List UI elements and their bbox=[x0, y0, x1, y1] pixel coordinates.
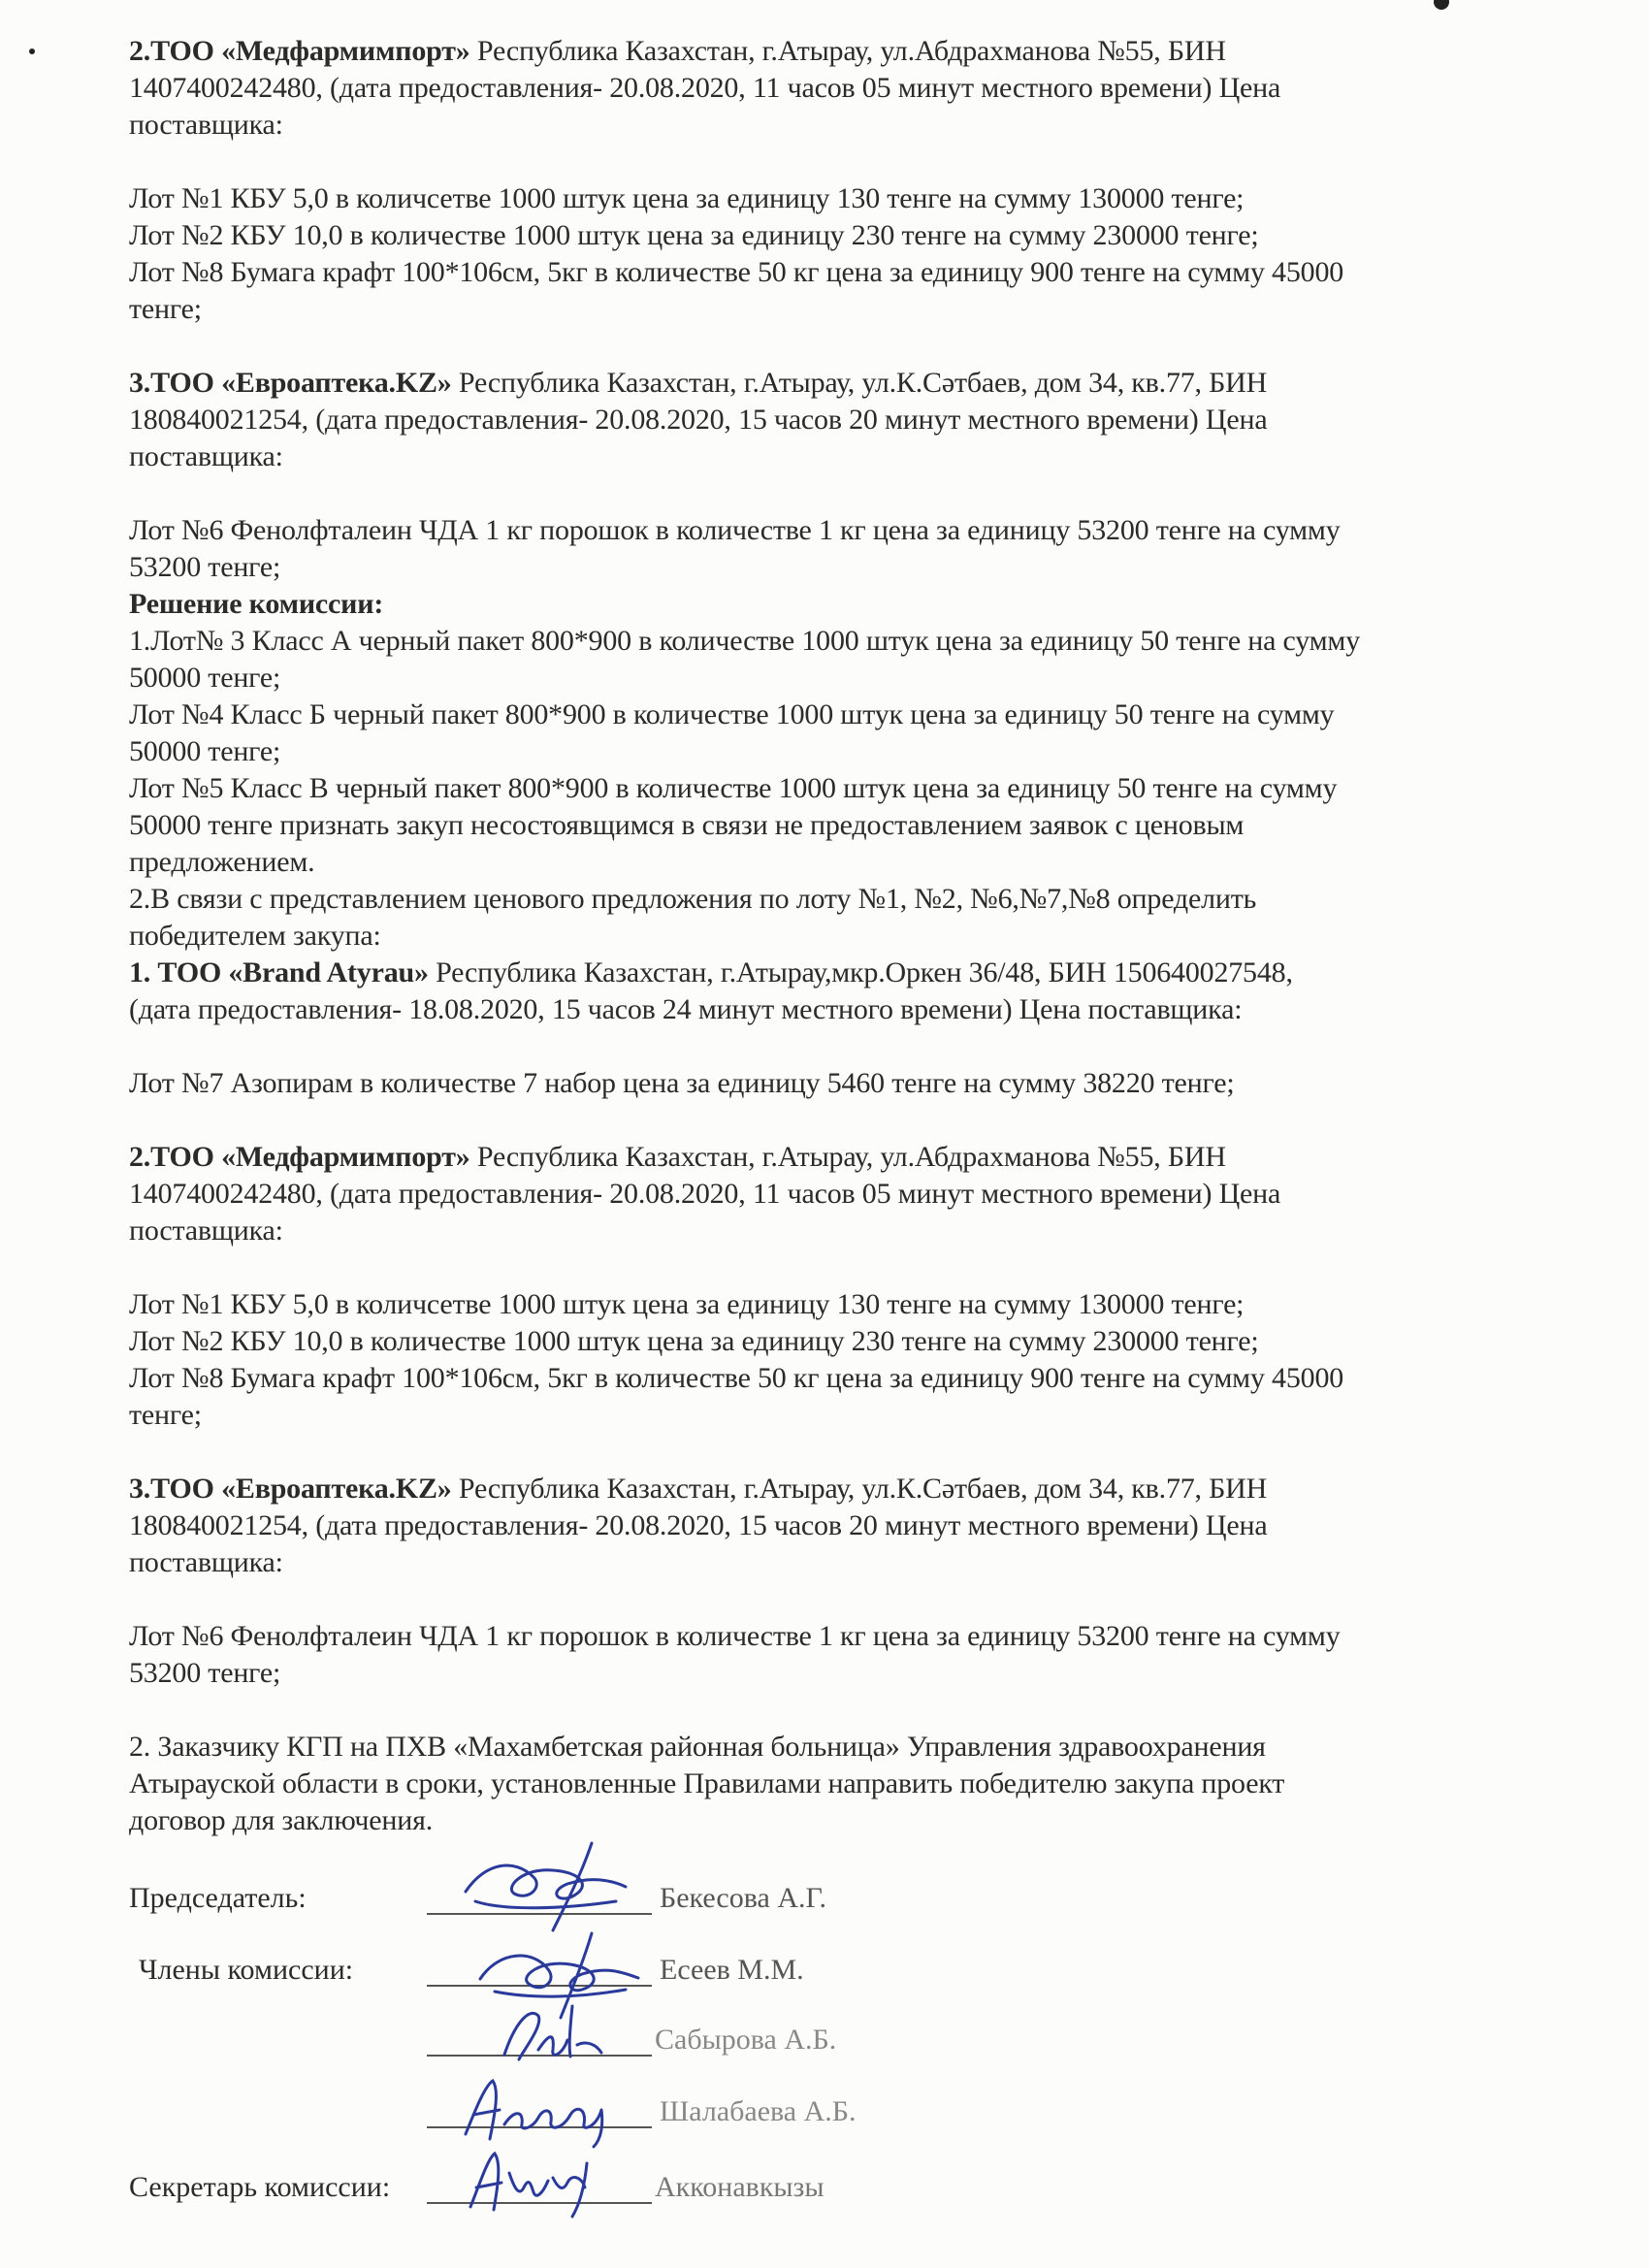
secretary-name: Акконавкызы bbox=[655, 2171, 824, 2203]
winner-evroapteka-name: 3.ТОО «Евроаптека.KZ» bbox=[129, 1473, 452, 1505]
winner-evroapteka-price-label: поставщика: bbox=[129, 1546, 283, 1578]
decision-line: 2.В связи с представлением ценового предложения по лоту №1, №2, №6,№7,№8 определить bbox=[129, 883, 1257, 915]
supplier-medfarm-name: 2.ТОО «Медфармимпорт» bbox=[129, 35, 470, 67]
chairman-name: Бекесова А.Г. bbox=[660, 1882, 826, 1914]
decision-line: 50000 тенге; bbox=[129, 735, 281, 767]
supplier-medfarm-details: 1407400242480, (дата предоставления- 20.08.2020, 11 часов 05 минут местного времени) Цена bbox=[129, 72, 1281, 104]
winner-lot-6-line-cont: 53200 тенге; bbox=[129, 1657, 281, 1689]
secretary-label: Секретарь комиссии: bbox=[129, 2171, 391, 2203]
winner-lot-6-line: Лот №6 Фенолфталеин ЧДА 1 кг порошок в количестве 1 кг цена за единицу 53200 тенге на сумму bbox=[129, 1620, 1341, 1652]
winner-lot-1-line: Лот №1 КБУ 5,0 в количсетве 1000 штук цена за единицу 130 тенге на сумму 130000 тенге; bbox=[129, 1288, 1245, 1320]
decision-line: победителем закупа: bbox=[129, 920, 381, 952]
winner-brand-details: (дата предоставления- 18.08.2020, 15 часов 24 минут местного времени) Цена поставщика: bbox=[129, 993, 1243, 1025]
members-label: Члены комиссии: bbox=[139, 1954, 354, 1986]
lot-6-line: Лот №6 Фенолфталеин ЧДА 1 кг порошок в количестве 1 кг цена за единицу 53200 тенге на сумму bbox=[129, 514, 1341, 546]
winner-evroapteka-address: Республика Казахстан, г.Атырау, ул.К.Сәтбаев, дом 34, кв.77, БИН bbox=[458, 1473, 1268, 1505]
final-clause-line: 2. Заказчику КГП на ПХВ «Махамбетская районная больница» Управления здравоохранения bbox=[129, 1731, 1266, 1763]
lot-2-line: Лот №2 КБУ 10,0 в количестве 1000 штук цена за единицу 230 тенге на сумму 230000 тенге; bbox=[129, 219, 1259, 251]
scan-corner-mark bbox=[1434, 0, 1449, 10]
supplier-medfarm-header bbox=[129, 33, 1226, 70]
decision-line: 50000 тенге; bbox=[129, 662, 281, 694]
supplier-evroapteka-price-label: поставщика: bbox=[129, 440, 283, 472]
lot-8-line: Лот №8 Бумага крафт 100*106см, 5кг в количестве 50 кг цена за единицу 900 тенге на сумму 45000 bbox=[129, 256, 1344, 288]
winner-medfarm-name: 2.ТОО «Медфармимпорт» bbox=[129, 1141, 470, 1173]
member3-name: Шалабаева А.Б. bbox=[660, 2095, 857, 2127]
decision-title: Решение комиссии: bbox=[129, 588, 384, 620]
decision-line: предложением. bbox=[129, 846, 315, 878]
winner-brand-header bbox=[129, 955, 1293, 991]
final-clause-line: договор для заключения. bbox=[129, 1804, 434, 1836]
supplier-evroapteka-name: 3.ТОО «Евроаптека.KZ» bbox=[129, 367, 452, 399]
decision-line: 50000 тенге признать закуп несостоявщимся в связи не предоставлением заявок с ценовым bbox=[129, 809, 1245, 841]
winner-evroapteka-header bbox=[129, 1471, 1267, 1507]
winner-lot-2-line: Лот №2 КБУ 10,0 в количестве 1000 штук цена за единицу 230 тенге на сумму 230000 тенге; bbox=[129, 1325, 1259, 1357]
chairman-label: Председатель: bbox=[129, 1882, 307, 1914]
winner-lot-8-line-cont: тенге; bbox=[129, 1399, 202, 1431]
winner-medfarm-address: Республика Казахстан, г.Атырау, ул.Абдрахманова №55, БИН bbox=[476, 1141, 1226, 1173]
decision-line: 1.Лот№ 3 Класс А черный пакет 800*900 в количестве 1000 штук цена за единицу 50 тенге на сумму bbox=[129, 625, 1361, 657]
winner-medfarm-header bbox=[129, 1139, 1226, 1176]
winner-medfarm-price-label: поставщика: bbox=[129, 1215, 283, 1247]
lot-1-line: Лот №1 КБУ 5,0 в количсетве 1000 штук цена за единицу 130 тенге на сумму 130000 тенге; bbox=[129, 182, 1245, 214]
winner-lot-8-line: Лот №8 Бумага крафт 100*106см, 5кг в количестве 50 кг цена за единицу 900 тенге на сумму 45000 bbox=[129, 1362, 1344, 1394]
winner-medfarm-details: 1407400242480, (дата предоставления- 20.08.2020, 11 часов 05 минут местного времени) Цена bbox=[129, 1178, 1281, 1210]
winner-evroapteka-details: 180840021254, (дата предоставления- 20.08.2020, 15 часов 20 минут местного времени) Цена bbox=[129, 1509, 1268, 1541]
supplier-evroapteka-details: 180840021254, (дата предоставления- 20.08.2020, 15 часов 20 минут местного времени) Цена bbox=[129, 404, 1268, 436]
secretary-signature bbox=[461, 2144, 606, 2221]
scan-dot-mark bbox=[29, 49, 35, 54]
member2-signature bbox=[495, 1996, 611, 2074]
supplier-evroapteka-address: Республика Казахстан, г.Атырау, ул.К.Сәтбаев, дом 34, кв.77, БИН bbox=[458, 367, 1268, 399]
member3-signature bbox=[456, 2071, 621, 2149]
member2-name: Сабырова А.Б. bbox=[655, 2024, 837, 2056]
decision-line: Лот №5 Класс В черный пакет 800*900 в количестве 1000 штук цена за единицу 50 тенге на сумму bbox=[129, 772, 1338, 804]
lot-6-line-cont: 53200 тенге; bbox=[129, 551, 281, 583]
chairman-signature bbox=[446, 1833, 640, 1940]
lot-7-line: Лот №7 Азопирам в количестве 7 набор цена за единицу 5460 тенге на сумму 38220 тенге; bbox=[129, 1067, 1235, 1099]
decision-line: Лот №4 Класс Б черный пакет 800*900 в количестве 1000 штук цена за единицу 50 тенге на сумму bbox=[129, 698, 1335, 730]
member1-name: Есеев М.М. bbox=[660, 1954, 804, 1986]
winner-brand-address: Республика Казахстан, г.Атырау,мкр.Оркен 36/48, БИН 150640027548, bbox=[436, 956, 1293, 988]
final-clause-line: Атырауской области в сроки, установленные Правилами направить победителю закупа проект bbox=[129, 1767, 1285, 1799]
winner-brand-name: 1. ТОО «Brand Atyrau» bbox=[129, 956, 429, 988]
supplier-medfarm-price-label: поставщика: bbox=[129, 109, 283, 141]
lot-8-line-cont: тенге; bbox=[129, 293, 202, 325]
supplier-evroapteka-header bbox=[129, 365, 1267, 402]
supplier-medfarm-address: Республика Казахстан, г.Атырау, ул.Абдрахманова №55, БИН bbox=[476, 35, 1226, 67]
